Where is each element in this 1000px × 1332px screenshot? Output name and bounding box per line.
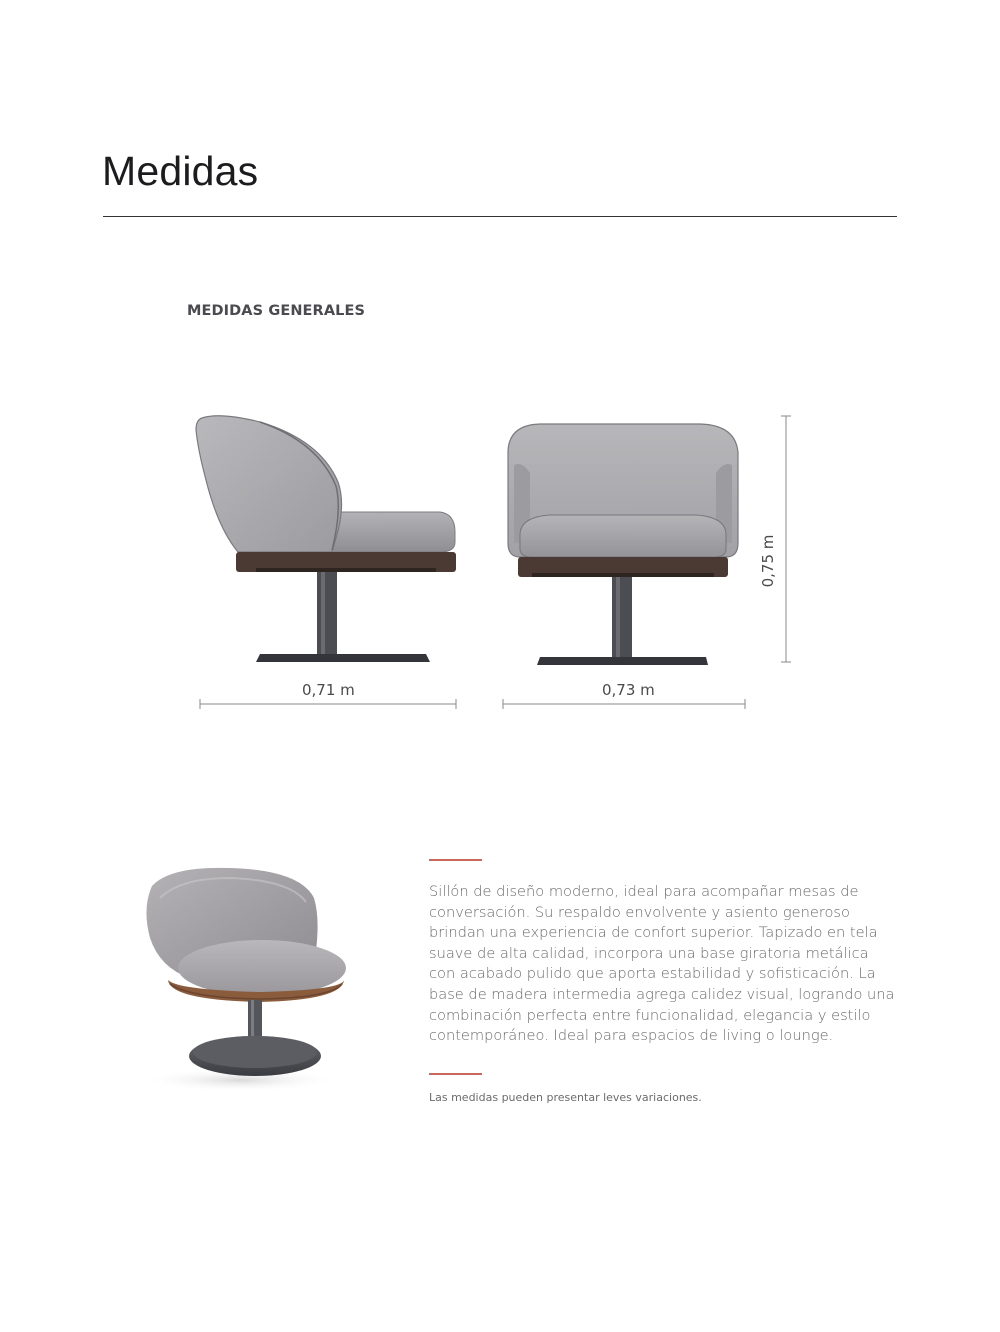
chair-photo-icon <box>130 858 360 1093</box>
product-description: Sillón de diseño moderno, ideal para acompañar mesas de conversación. Su respaldo envolvente y asiento generoso brindan una experiencia de confort superior. Tapizado en tela suave de alta calidad, incorpora una base giratoria metálica con acabado pulido que aporta estabilidad y sofisticación. La base de madera intermedia agrega calidez visual, logrando una combinación perfecta entre funcionalidad, elegancia y estilo contemporáneo. Ideal para espacios de living o lounge. <box>429 883 895 1045</box>
page-title: Medidas <box>102 148 259 194</box>
dimension-lines <box>190 410 800 715</box>
section-heading: MEDIDAS GENERALES <box>187 303 366 319</box>
title-divider <box>103 216 897 217</box>
height-label: 0,75 m <box>759 534 777 588</box>
accent-rule-top <box>429 859 482 861</box>
side-width-label: 0,71 m <box>302 681 355 699</box>
footnote: Las medidas pueden presentar leves variaciones. <box>429 1091 702 1104</box>
front-width-label: 0,73 m <box>602 681 655 699</box>
accent-rule-bottom <box>429 1073 482 1075</box>
